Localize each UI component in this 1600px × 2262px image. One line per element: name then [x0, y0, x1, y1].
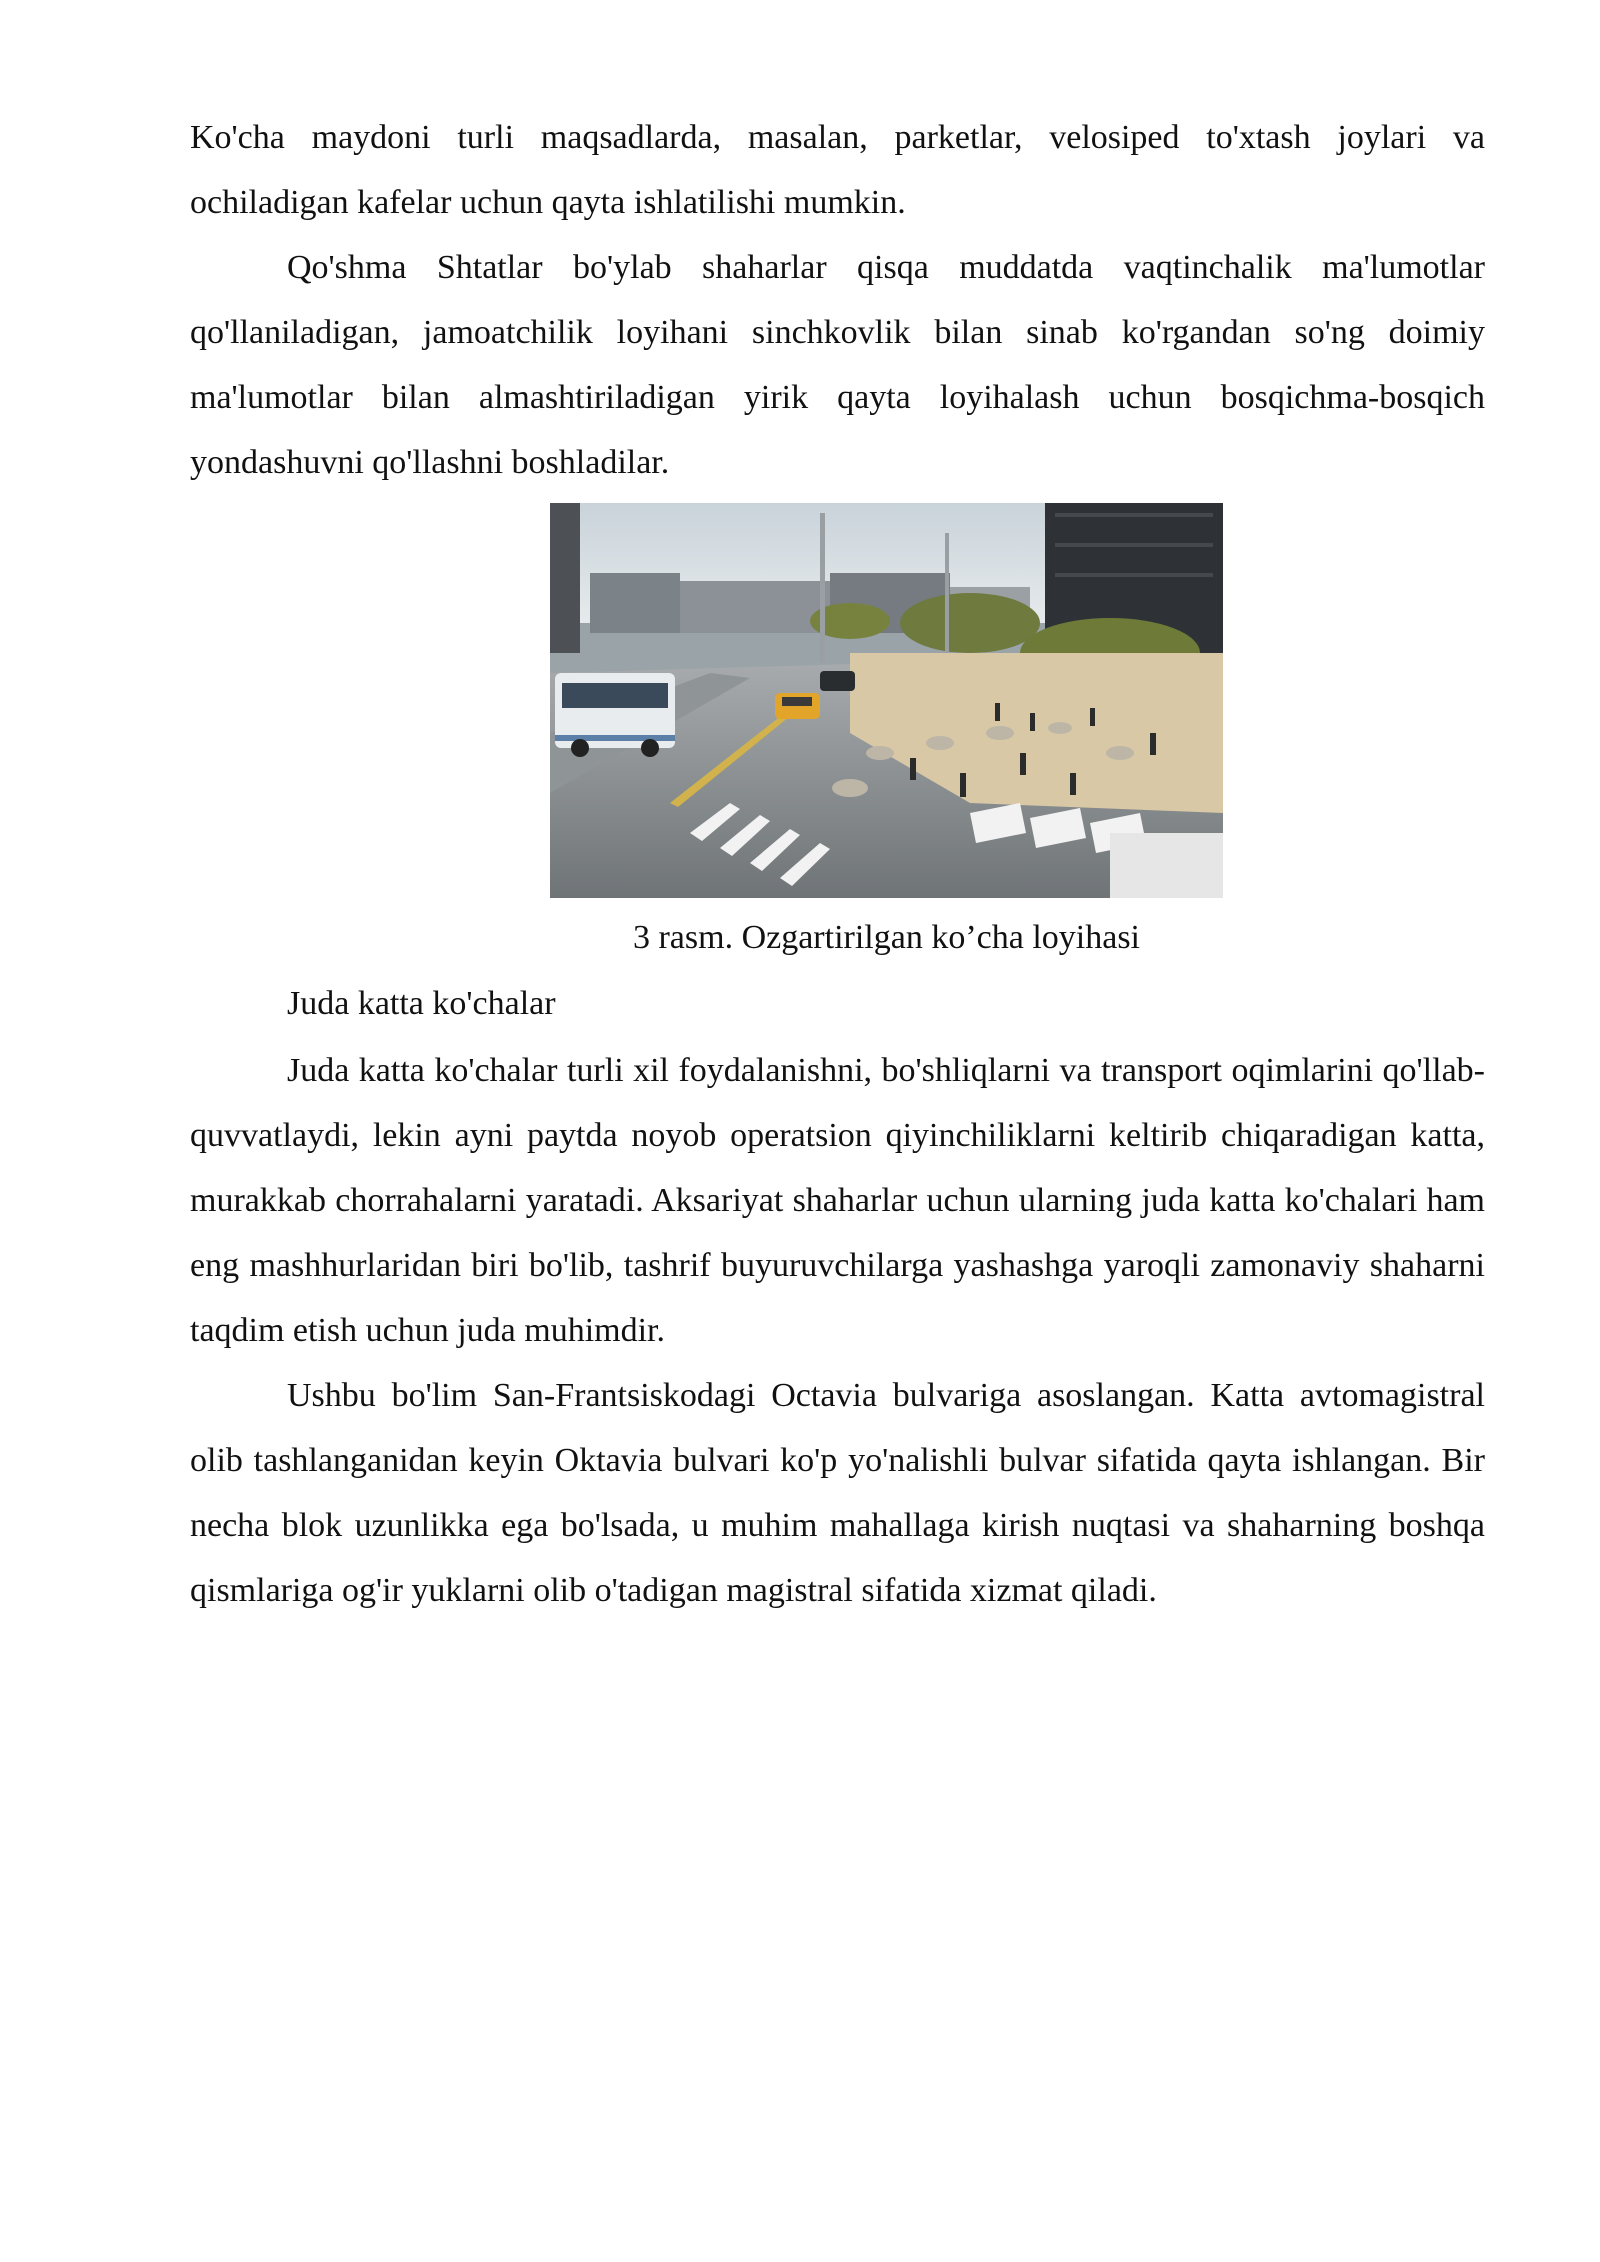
section-heading: Juda katta ko'chalar: [287, 985, 556, 1022]
street-photo: [550, 503, 1223, 898]
street-photo-illustration: [550, 503, 1223, 898]
figure-caption: 3 rasm. Ozgartirilgan ko’cha loyihasi: [632, 919, 1140, 956]
paragraph-phased-approach: Qo'shma Shtatlar bo'ylab shaharlar qisqa muddatda vaqtinchalik ma'lumotlar qo'llaniladigan, jamoatchilik loyihani sinchkovlik bilan sinab ko'rgandan so'ng doimiy ma'lumotlar bilan almashtiriladigan yirik qayta loyihalash uchun bosqichma-bosqich yondashuvni qo'llashni boshladilar.: [190, 249, 1485, 481]
paragraph-street-space: Ko'cha maydoni turli maqsadlarda, masalan, parketlar, velosiped to'xtash joylari va ochiladigan kafelar uchun qayta ishlatilishi mumkin.: [190, 119, 1485, 221]
bottom-text-block: [190, 1038, 1485, 1623]
paragraph-octavia: Ushbu bo'lim San-Frantsiskodagi Octavia bulvariga asoslangan. Katta avtomagistral olib tashlanganidan keyin Oktavia bulvari ko'p yo'nalishli bulvar sifatida qayta ishlangan. Bir necha blok uzunlikka ega bo'lsada, u muhim mahallaga kirish nuqtasi va shaharning boshqa qismlariga og'ir yuklarni olib o'tadigan magistral sifatida xizmat qiladi.: [190, 1377, 1485, 1609]
top-text-block: [190, 105, 1485, 495]
paragraph-large-streets: Juda katta ko'chalar turli xil foydalanishni, bo'shliqlarni va transport oqimlarini qo'llab-quvvatlaydi, lekin ayni paytda noyob operatsion qiyinchiliklarni keltirib chiqaradigan katta, murakkab chorrahalarni yaratadi. Aksariyat shaharlar uchun ularning juda katta ko'chalari ham eng mashhurlaridan biri bo'lib, tashrif buyuruvchilarga yashashga yaroqli zamonaviy shaharni taqdim etish uchun juda muhimdir.: [190, 1052, 1485, 1349]
